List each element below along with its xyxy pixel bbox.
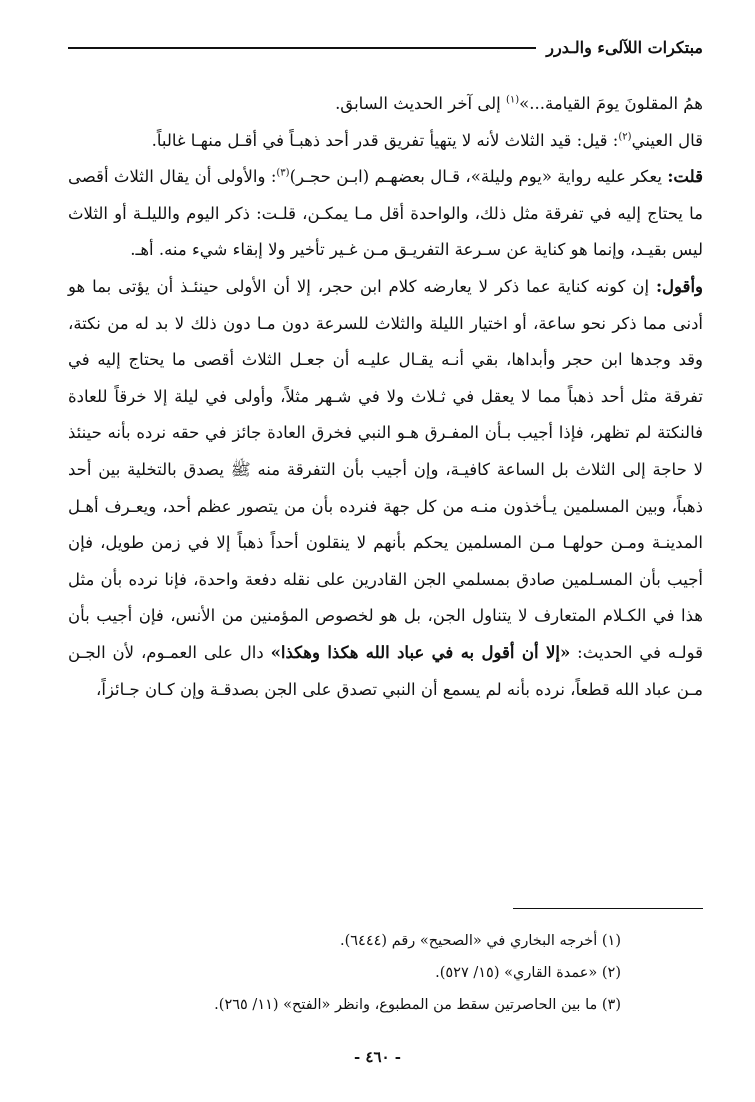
paragraph-2 (68, 123, 703, 160)
text-run: : قيل: قيد الثلاث لأنه لا يتهيأ تفريق قدر أحد ذهبـاً في أقـل منهـا غالباً. (151, 130, 619, 150)
emphasis-text: قلت: (667, 167, 703, 187)
text-run: إلى آخر الحديث السابق. (335, 94, 506, 113)
header-rule (68, 47, 536, 49)
page-number: - ٤٦٠ - (353, 1048, 402, 1066)
footnote-separator (513, 908, 703, 909)
text-run: إن كونه كناية عما ذكر لا يعارضه كلام ابن حجر، إلا أن الأولى حينئـذ أن يؤتى بما هو أدنى مما ذكر نحو ساعة، أو اختيار الليلة والثلاث للسرعة دون مـا دون ذلك لا بد له من نكتة، وقد وجدها ابن حجر وأبداها، بقي أنـه يقـال عليـه أن جعـل الثلاث أقصى ما يحتاج إليه في تفرقة مثل أحد ذهباً مما لا يعقل في ثـلاث ولا في شـهر مثلاً، وأولى في ليلة إلا خرقاً للعادة فالنكتة لم تظهر، فإذا أجيب بـأن المفـرق هـو النبي فخرق العادة جائز في حقه نرده بأنه حينئذ لا حاجة إلى الثلاث بل الساعة كافيـة، وإن أجيب بأن التفرقة منه ﷺ يصدق بالتخلية بين أحد ذهباً، وبين المسلمين يـأخذون منـه من كل جهة فنرده بأن من يتصور عظم أحد، ويعـرف أهـل المدينـة ومـن حولهـا مـن المسلمين يحكم بأنهم لا ينقلون أحداً ذهباً إلا في زمن طويل، فإن أجيب بأن المسـلمين صادق بمسلمي الجن القادرين على نقله دفعة واحدة، فإنا نرده بأن مثل هذا في الكـلام المتعارف لا يتناول الجن، بل هو لخصوص المؤمنين من الأنس، فإن أجيب بأن قولـه في الحديث: (68, 276, 703, 662)
footnote-2: (٢) «عمدة القاري» (١٥/ ٥٢٧). (435, 965, 621, 981)
emphasis-text: وأقول: (655, 276, 703, 296)
text-run: همُ المقلونَ يومَ القيامة...» (519, 94, 703, 113)
paragraph-1 (68, 86, 703, 123)
paragraph-3 (68, 159, 703, 269)
footnote-1: (١) أخرجه البخاري في «الصحيح» رقم (٦٤٤٤). (339, 933, 621, 949)
paragraph-4 (68, 269, 703, 708)
emphasis-text: «إلا أن أقول به في عباد الله هكذا وهكذا» (270, 642, 571, 662)
text-run: قال العيني (631, 130, 703, 150)
footnotes (68, 925, 621, 1021)
text-run: دال على العمـوم، لأن الجـن مـن عباد الله قطعاً، نرده بأنه لم يسمع أن النبي تصدق على الجن بصدقـة وإن كـان جـائزاً، (68, 642, 703, 699)
footnote-3: (٣) ما بين الحاصرتين سقط من المطبوع، وانظر «الفتح» (١١/ ٢٦٥). (214, 997, 621, 1013)
footnote-marker: (٢) (618, 131, 632, 143)
text-run: يعكر عليه رواية «يوم وليلة»، قـال بعضهـم (ابـن حجـر) (289, 167, 668, 187)
footnote-marker: (١) (505, 94, 520, 106)
running-head (68, 38, 703, 57)
text-run: : والأولى أن يقال الثلاث أقصى ما يحتاج إليه في تفرقة مثل ذلك، والواحدة أقل مـا يمكـن، قلـت: ذكر اليوم والليلـة أو الثلاث ليس بقيـد، وإنما هو كناية عن سـرعة التفريـق مـن غـير تأخير ولا إبقاء شيء منه. أهـ. (68, 167, 703, 260)
main-text (68, 86, 703, 708)
running-title: مبتكرات اللآلىء والـدرر (546, 38, 703, 57)
footnote-marker: (٣) (276, 167, 290, 179)
